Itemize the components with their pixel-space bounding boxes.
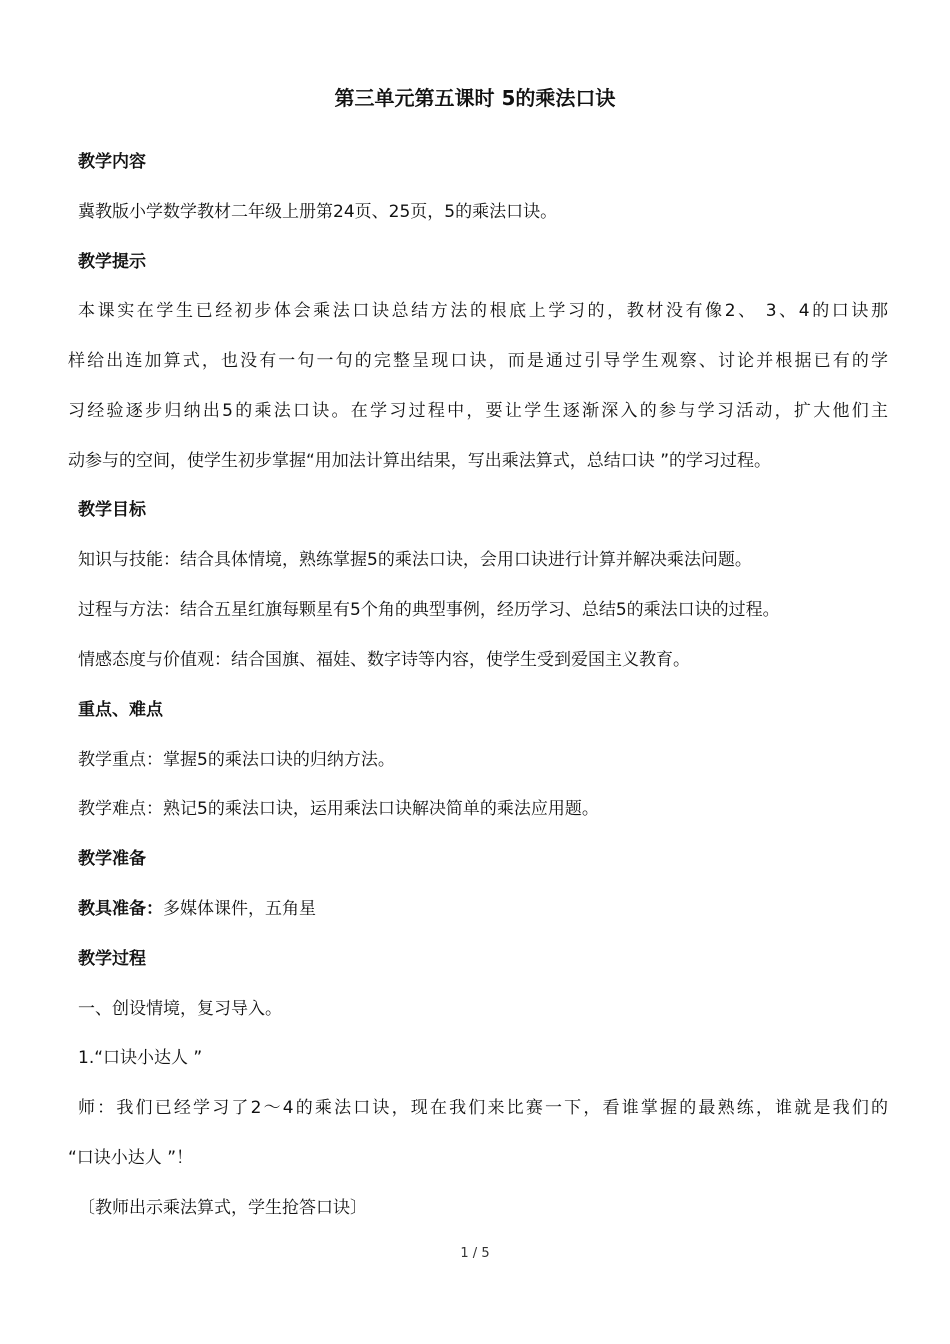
process-step-1: 一、创设情境，复习导入。 xyxy=(78,999,282,1019)
hint-text-line-4: 动参与的空间，使学生初步掌握“用加法计算出结果，写出乘法算式，总结口诀 ”的学习过程。 xyxy=(68,451,772,471)
goal-process-text: 过程与方法：结合五星红旗每颗星有5个角的典型事例，经历学习、总结5的乘法口诀的过程。 xyxy=(78,600,780,620)
process-item-1: 1.“口诀小达人 ” xyxy=(78,1048,203,1068)
hint-text-line-3: 习经验逐步归纳出5的乘法口诀。在学习过程中，要让学生逐渐深入的参与学习活动，扩大他们主 xyxy=(68,401,888,421)
section-heading-hint: 教学提示 xyxy=(78,252,146,272)
preparation-text: 多媒体课件，五角星 xyxy=(163,899,316,919)
teacher-note: 〔教师出示乘法算式，学生抢答口诀〕 xyxy=(78,1198,367,1218)
preparation-line xyxy=(68,897,898,921)
section-heading-preparation: 教学准备 xyxy=(78,849,146,869)
goal-emotion-text: 情感态度与价值观：结合国旗、福娃、数字诗等内容，使学生受到爱国主义教育。 xyxy=(78,650,690,670)
preparation-label: 教具准备： xyxy=(78,899,163,919)
section-heading-content: 教学内容 xyxy=(78,152,146,172)
teacher-line-1: 师：我们已经学习了2～4的乘法口诀，现在我们来比赛一下，看谁掌握的最熟练，谁就是我们的 xyxy=(78,1098,888,1118)
page-indicator: 1 / 5 xyxy=(460,1246,490,1261)
section-heading-process: 教学过程 xyxy=(78,949,146,969)
teacher-line-2: “口诀小达人 ”！ xyxy=(68,1148,194,1168)
section-heading-key-points: 重点、难点 xyxy=(78,700,163,720)
hint-text-line-2: 样给出连加算式，也没有一句一句的完整呈现口诀，而是通过引导学生观察、讨论并根据已有的学 xyxy=(68,351,888,371)
difficult-point-text: 教学难点：熟记5的乘法口诀，运用乘法口诀解决简单的乘法应用题。 xyxy=(78,799,599,819)
hint-text-line-1: 本课实在学生已经初步体会乘法口诀总结方法的根底上学习的，教材没有像2、 3、4的口诀那 xyxy=(78,301,888,321)
document-title: 第三单元第五课时 5的乘法口诀 xyxy=(334,86,616,110)
key-point-text: 教学重点：掌握5的乘法口诀的归纳方法。 xyxy=(78,750,395,770)
goal-knowledge-text: 知识与技能：结合具体情境，熟练掌握5的乘法口诀，会用口诀进行计算并解决乘法问题。 xyxy=(78,550,752,570)
section-heading-goals: 教学目标 xyxy=(78,500,146,520)
content-text: 冀教版小学数学教材二年级上册第24页、25页，5的乘法口诀。 xyxy=(78,202,558,222)
